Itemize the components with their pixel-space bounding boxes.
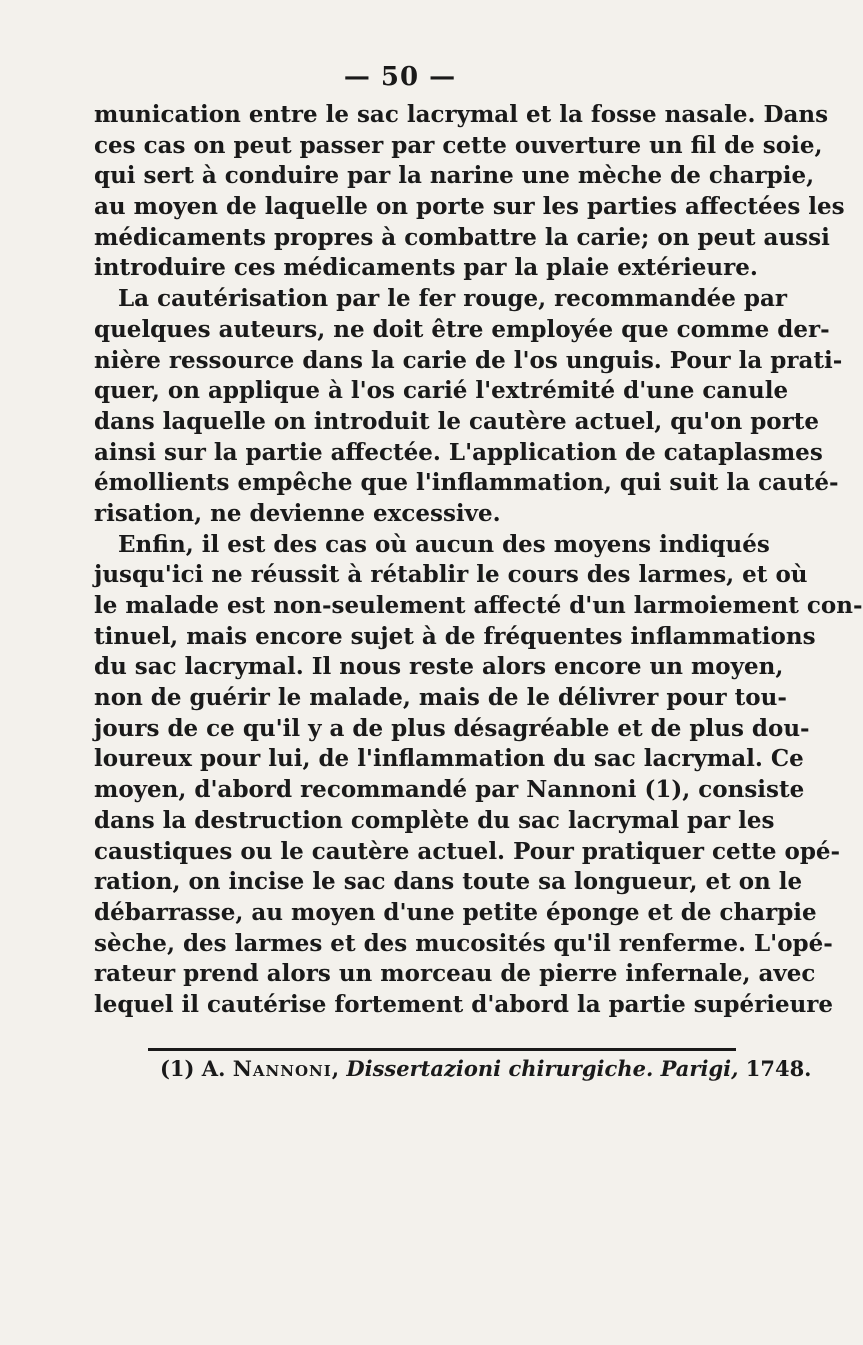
footnote: (1) A. Nannoni, Dissertazioni chirurgiche. Parigi, 1748. xyxy=(160,1056,812,1081)
text-line: du sac lacrymal. Il nous reste alors encore un moyen, xyxy=(94,653,784,681)
footnote-year: 1748. xyxy=(745,1056,812,1081)
footnote-marker: (1) A. xyxy=(160,1056,226,1081)
text-line: munication entre le sac lacrymal et la fosse nasale. Dans xyxy=(94,101,829,128)
text-line: moyen, d'abord recommandé par Nannoni (1), consiste xyxy=(94,776,805,804)
text-line: quer, on applique à l'os carié l'extrémité d'une canule xyxy=(94,377,789,405)
text-line: jours de ce qu'il y a de plus désagréable et de plus dou- xyxy=(94,714,810,742)
text-line: tinuel, mais encore sujet à de fréquentes inflammations xyxy=(94,622,816,650)
text-line: quelques auteurs, ne doit être employée que comme der- xyxy=(94,315,830,343)
text-line: rateur prend alors un morceau de pierre infernale, avec xyxy=(94,960,816,988)
text-line: caustiques ou le cautère actuel. Pour pratiquer cette opé- xyxy=(94,837,841,865)
text-line: médicaments propres à combattre la carie; on peut aussi xyxy=(94,223,830,251)
page-number: — 50 — xyxy=(343,62,457,92)
footnote-title: Dissertazioni chirurgiche. Parigi, xyxy=(346,1056,739,1081)
text-line: ces cas on peut passer par cette ouverture un fil de soie, xyxy=(94,131,823,159)
text-line: débarrasse, au moyen d'une petite éponge et de charpie xyxy=(94,898,817,926)
text-line: jusqu'ici ne réussit à rétablir le cours des larmes, et où xyxy=(94,561,808,589)
footnote-divider xyxy=(148,1048,736,1051)
text-line: loureux pour lui, de l'inflammation du sac lacrymal. Ce xyxy=(94,745,804,773)
footnote-author: Nannoni xyxy=(232,1056,332,1081)
text-line: au moyen de laquelle on porte sur les parties affectées les xyxy=(94,193,845,221)
text-line: émollients empêche que l'inflammation, qui suit la cauté- xyxy=(94,469,839,497)
text-line: non de guérir le malade, mais de le délivrer pour tou- xyxy=(94,684,787,712)
text-line: dans la destruction complète du sac lacrymal par les xyxy=(94,806,775,834)
text-line: nière ressource dans la carie de l'os unguis. Pour la prati- xyxy=(94,346,843,374)
text-line: sèche, des larmes et des mucosités qu'il renferme. L'opé- xyxy=(94,929,833,957)
body-text xyxy=(94,100,863,1021)
text-line: Enfin, il est des cas où aucun des moyens indiqués xyxy=(118,530,770,558)
text-line: risation, ne devienne excessive. xyxy=(94,499,501,527)
text-line: qui sert à conduire par la narine une mèche de charpie, xyxy=(94,162,815,190)
text-line: introduire ces médicaments par la plaie extérieure. xyxy=(94,254,758,282)
text-line: dans laquelle on introduit le cautère actuel, qu'on porte xyxy=(94,407,820,435)
text-line: ration, on incise le sac dans toute sa longueur, et on le xyxy=(94,868,803,896)
text-line: lequel il cautérise fortement d'abord la partie supérieure xyxy=(94,990,834,1018)
text-line: le malade est non-seulement affecté d'un larmoiement con- xyxy=(94,592,863,619)
text-line: La cautérisation par le fer rouge, recommandée par xyxy=(118,285,788,313)
text-line: ainsi sur la partie affectée. L'application de cataplasmes xyxy=(94,438,823,466)
